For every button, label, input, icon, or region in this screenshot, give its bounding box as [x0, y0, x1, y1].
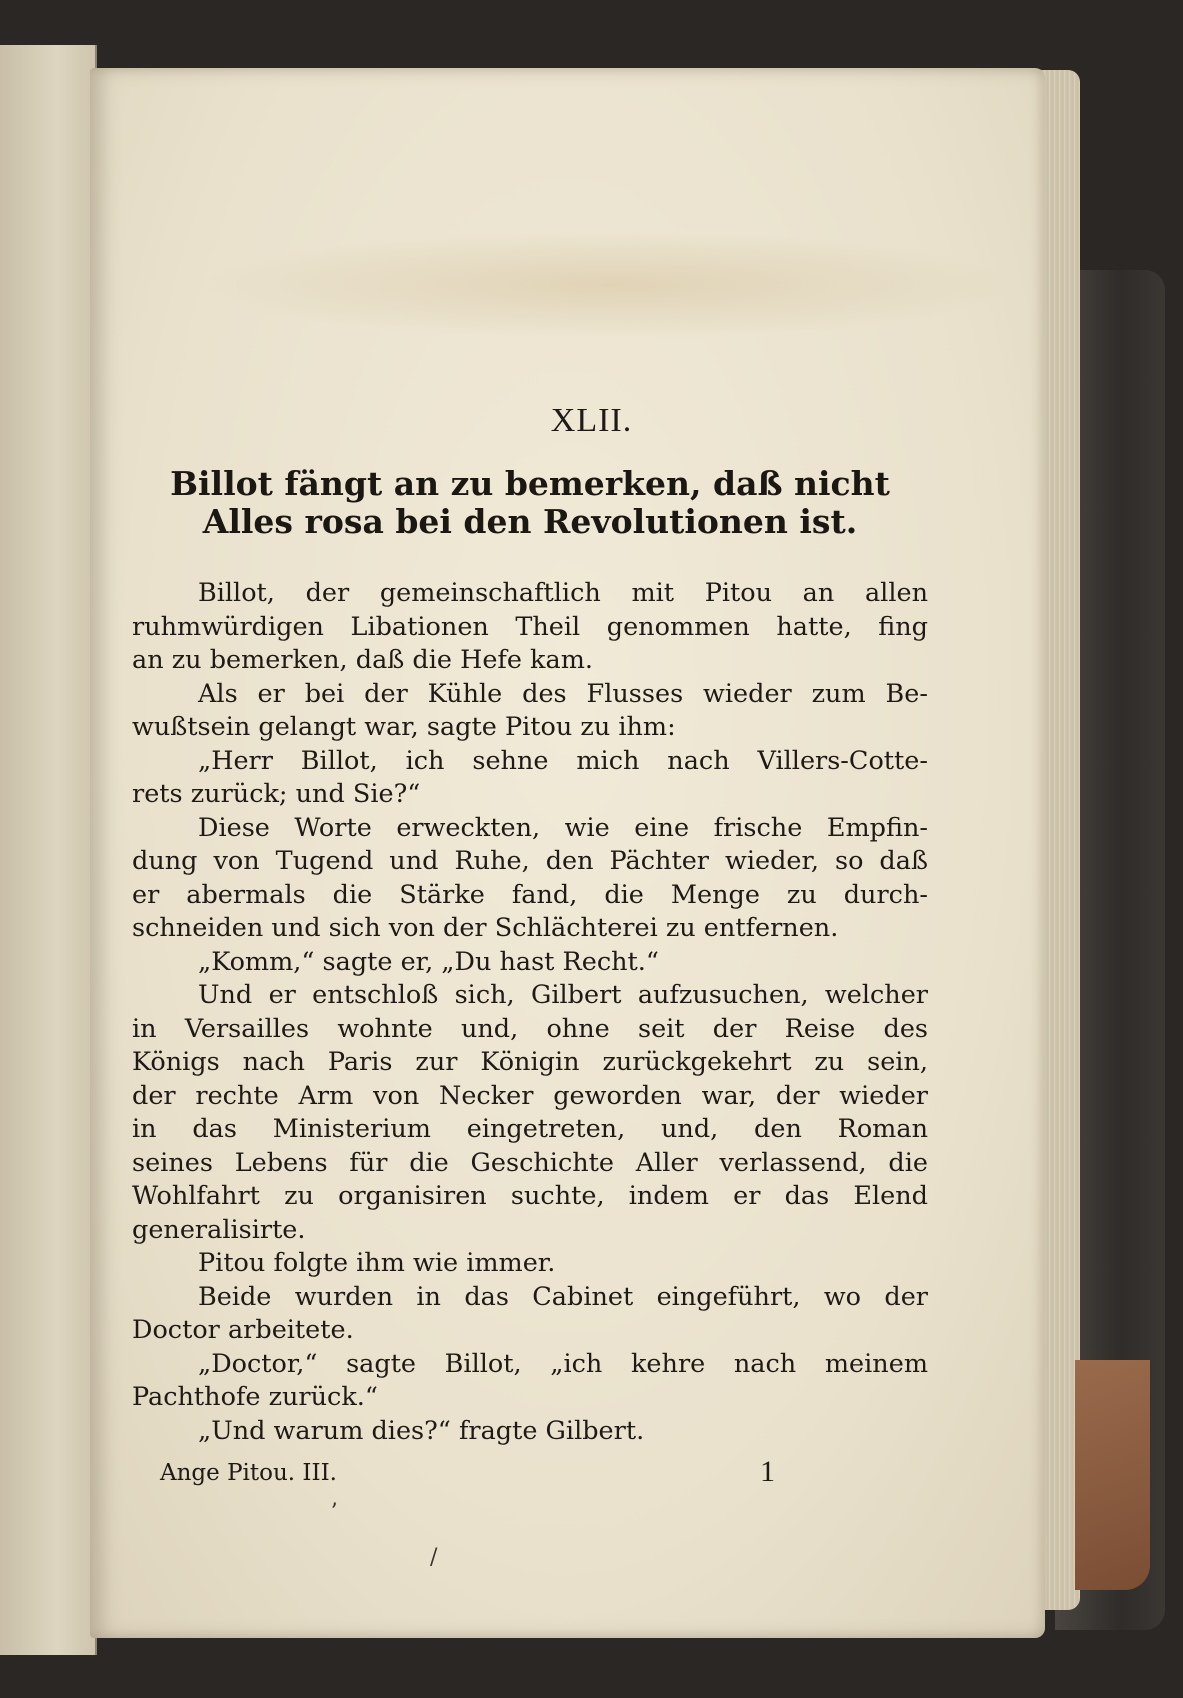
text-line: seines Lebens für die Geschichte Aller verlassend, die	[132, 1147, 928, 1178]
text-line: „Herr Billot, ich sehne mich nach Villers-Cotte-	[198, 745, 928, 776]
book-left-page-edge	[0, 45, 97, 1655]
text-line: Und er entschloß sich, Gilbert aufzusuchen, welcher	[198, 980, 928, 1010]
body-text	[132, 577, 928, 1448]
text-line: Wohlfahrt zu organisiren suchte, indem er das Elend	[132, 1181, 928, 1211]
chapter-number: XLII.	[550, 402, 633, 439]
text-line: rets zurück; und Sie?“	[132, 779, 421, 809]
text-line: Doctor arbeitete.	[132, 1315, 354, 1345]
ink-speck: /	[430, 1545, 438, 1570]
text-line: Pitou folgte ihm wie immer.	[198, 1248, 556, 1278]
text-line: dung von Tugend und Ruhe, den Pächter wieder, so daß	[132, 846, 928, 876]
text-line: er abermals die Stärke fand, die Menge zu durch-	[132, 879, 928, 910]
cover-corner-leather	[1075, 1360, 1150, 1590]
page-number: 1	[760, 1455, 775, 1488]
text-line: der rechte Arm von Necker geworden war, der wieder	[132, 1080, 928, 1111]
text-line: an zu bemerken, daß die Hefe kam.	[132, 645, 593, 675]
text-line: in Versailles wohnte und, ohne seit der Reise des	[132, 1013, 928, 1044]
text-line: Billot, der gemeinschaftlich mit Pitou an allen	[198, 578, 928, 608]
text-line: in das Ministerium eingetreten, und, den Roman	[132, 1114, 928, 1144]
text-line: Pachthofe zurück.“	[132, 1382, 378, 1412]
text-line: wußtsein gelangt war, sagte Pitou zu ihm:	[132, 712, 676, 742]
text-line: „Doctor,“ sagte Billot, „ich kehre nach meinem	[198, 1348, 928, 1379]
text-line: „Komm,“ sagte er, „Du hast Recht.“	[198, 946, 659, 977]
water-stain	[200, 230, 1020, 340]
text-line: Als er bei der Kühle des Flusses wieder zum Be-	[198, 678, 928, 709]
text-line: Diese Worte erweckten, wie eine frische Empfin-	[198, 812, 928, 843]
text-line: „Und warum dies?“ fragte Gilbert.	[198, 1415, 645, 1446]
text-line: Königs nach Paris zur Königin zurückgekehrt zu sein,	[132, 1047, 928, 1077]
text-line: Beide wurden in das Cabinet eingeführt, wo der	[198, 1281, 928, 1312]
text-line: schneiden und sich von der Schlächterei zu entfernen.	[132, 913, 839, 943]
text-line: generalisirte.	[132, 1214, 306, 1245]
footer-signature: Ange Pitou. III.	[160, 1460, 337, 1486]
chapter-title: Billot fängt an zu bemerken, daß nicht Alles rosa bei den Revolutionen ist.	[170, 464, 890, 541]
ink-speck: ʼ	[330, 1500, 337, 1525]
text-line: ruhmwürdigen Libationen Theil genommen hatte, fing	[132, 611, 928, 642]
